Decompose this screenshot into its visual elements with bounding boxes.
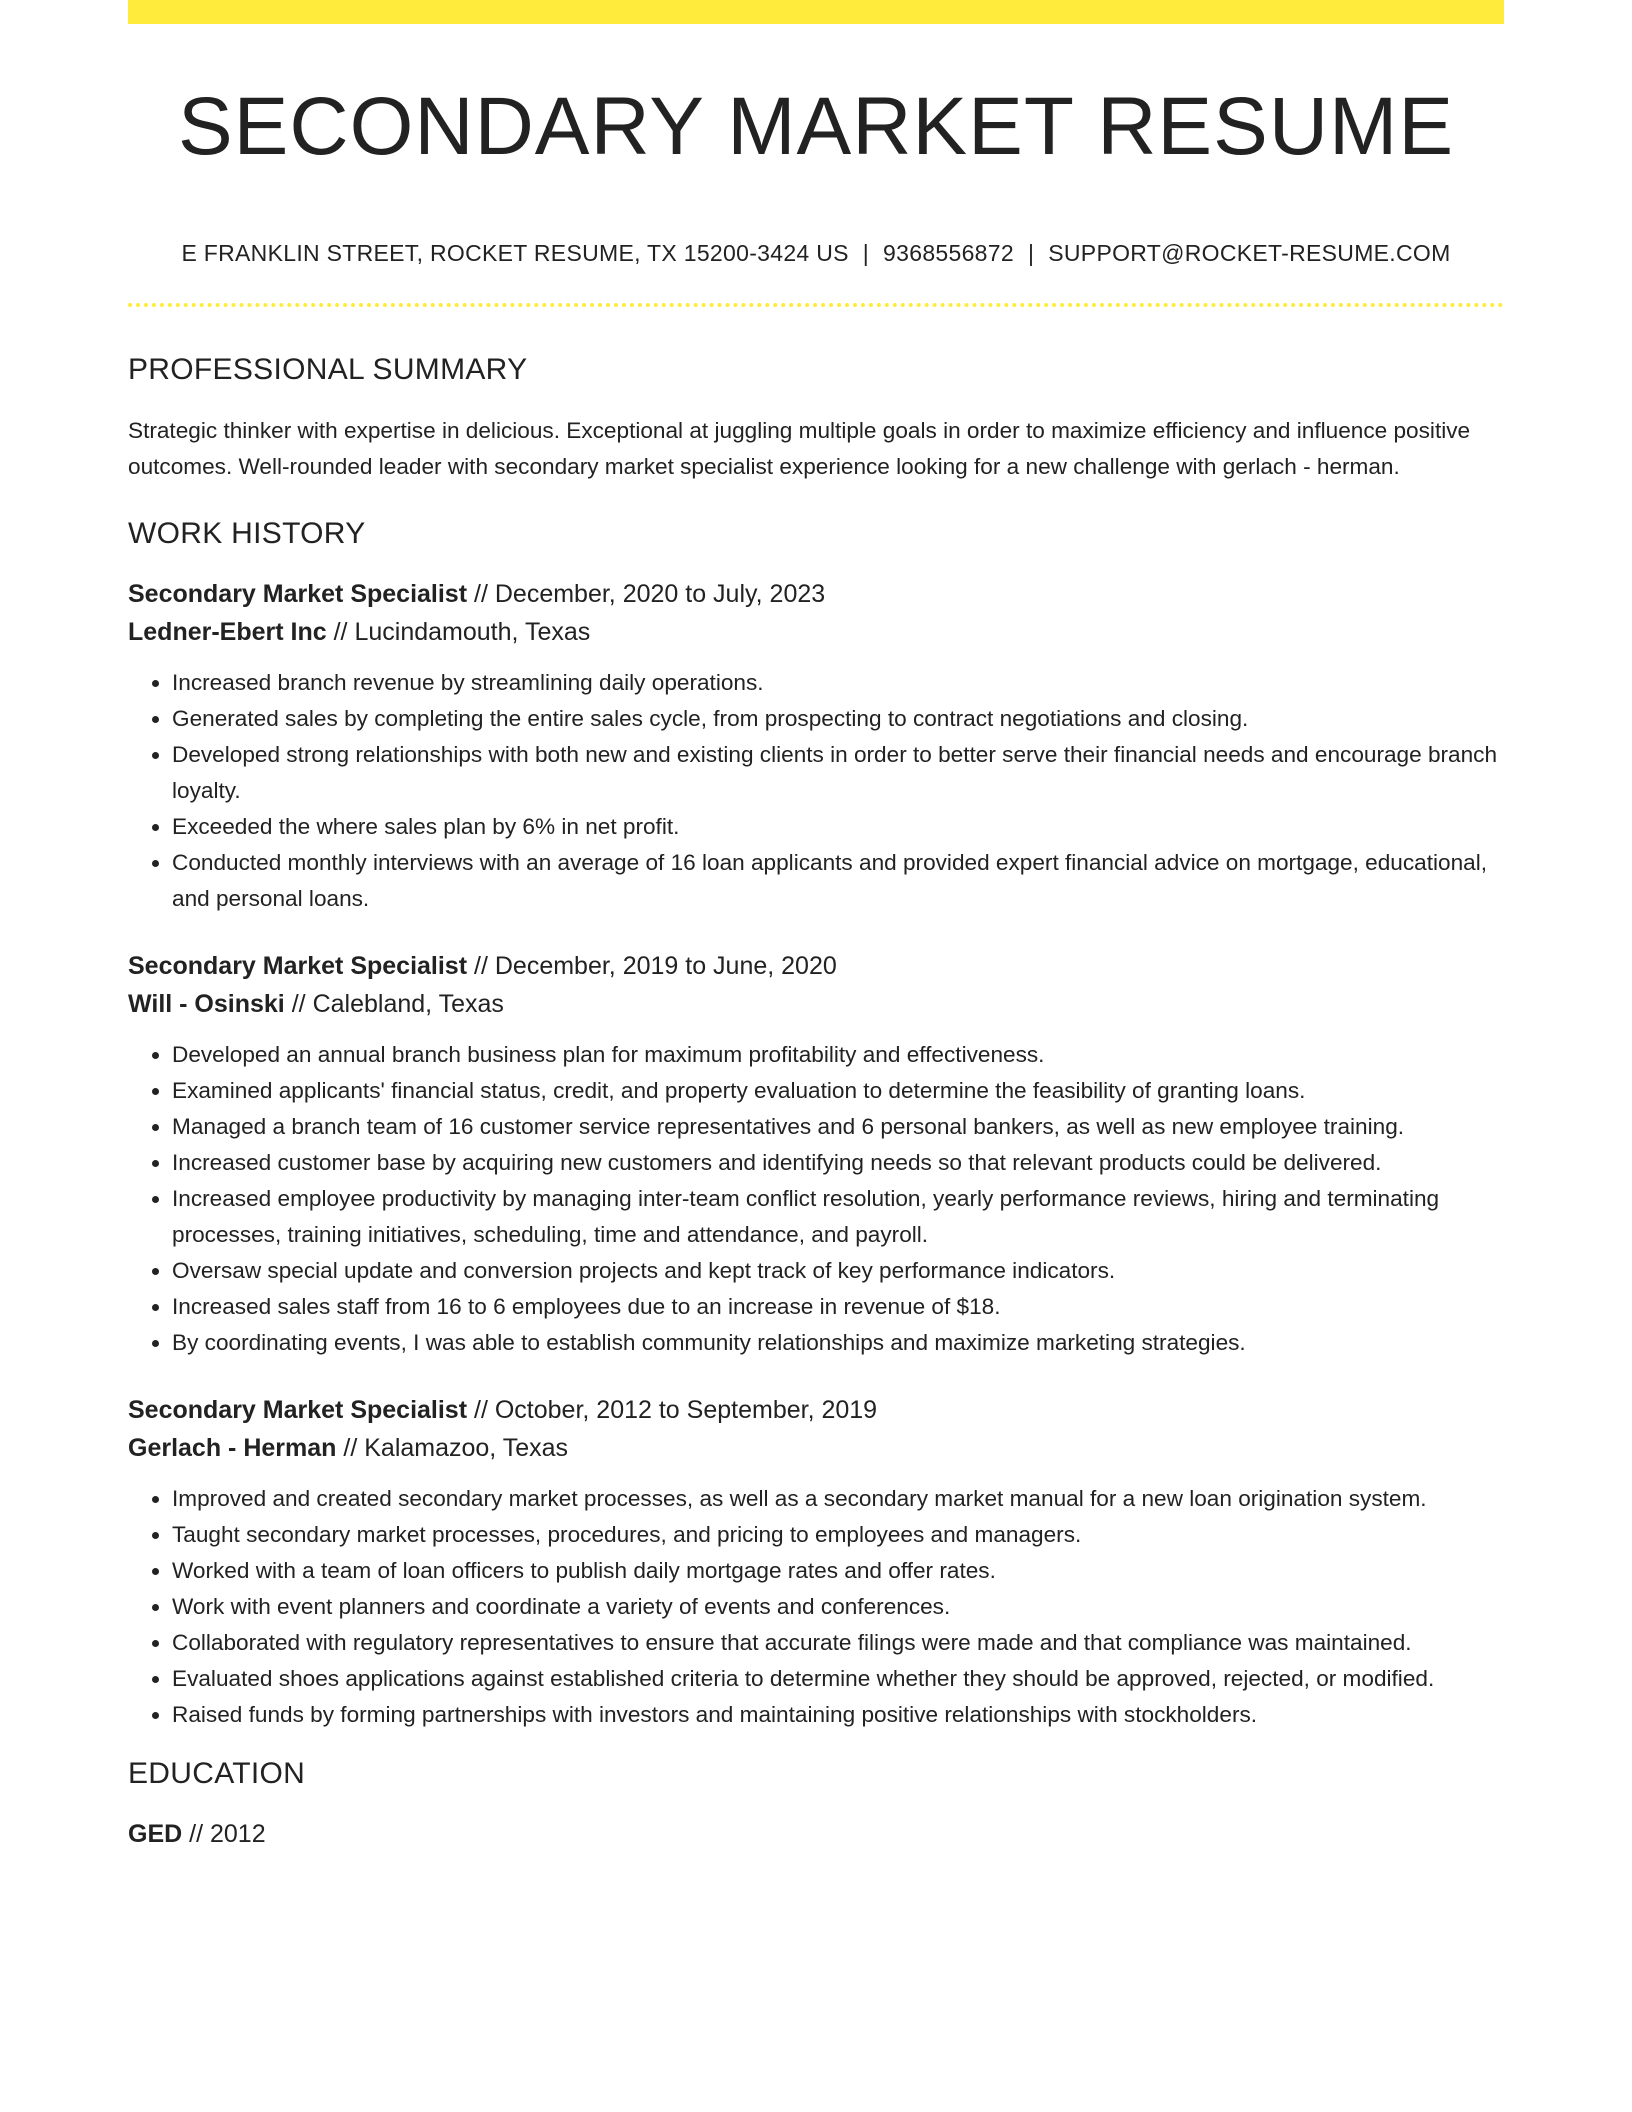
job-separator: //: [474, 580, 488, 608]
job-bullet: • Evaluated shoes applications against established criteria to determine whether they should be approved, rejected, or modified.: [172, 1661, 1504, 1697]
job-entry: [128, 1391, 1504, 1733]
job-entry: [128, 947, 1504, 1361]
education-heading: EDUCATION: [128, 1757, 306, 1790]
job-separator: //: [474, 952, 488, 980]
job-separator: //: [474, 1396, 488, 1424]
job-location: Calebland, Texas: [312, 990, 504, 1018]
job-bullets: [128, 665, 1504, 917]
job-separator: //: [333, 618, 348, 646]
education-entry: [128, 1815, 1504, 1853]
education-degree: GED: [128, 1820, 183, 1848]
job-bullet: • Generated sales by completing the entire sales cycle, from prospecting to contract negotiations and closing.: [172, 701, 1504, 737]
job-title-line: [128, 947, 1504, 985]
header-divider: [128, 303, 1504, 307]
job-company: Ledner-Ebert Inc: [128, 618, 327, 646]
job-bullet: • Increased branch revenue by streamlining daily operations.: [172, 665, 1504, 701]
job-bullet: • Taught secondary market processes, procedures, and pricing to employees and managers.: [172, 1517, 1504, 1553]
job-title-line: [128, 575, 1504, 613]
contact-separator: |: [1027, 240, 1035, 266]
contact-line: [128, 242, 1504, 265]
summary-heading: PROFESSIONAL SUMMARY: [128, 353, 528, 386]
summary-text: Strategic thinker with expertise in delicious. Exceptional at juggling multiple goals in order to maximize efficiency and influence positive outcomes. Well-rounded leader with secondary market specialist experience looking for a new challenge with gerlach - herman.: [128, 418, 1471, 479]
job-bullet: • Work with event planners and coordinate a variety of events and conferences.: [172, 1589, 1504, 1625]
job-location: Kalamazoo, Texas: [364, 1434, 569, 1462]
contact-address: E FRANKLIN STREET, ROCKET RESUME, TX 15200-3424 US: [181, 240, 849, 266]
job-bullet: • Exceeded the where sales plan by 6% in net profit.: [172, 809, 1504, 845]
job-bullet: • By coordinating events, I was able to establish community relationships and maximize marketing strategies.: [172, 1325, 1504, 1361]
job-title: Secondary Market Specialist: [128, 952, 468, 980]
job-location: Lucindamouth, Texas: [354, 618, 591, 646]
job-bullet: • Managed a branch team of 16 customer service representatives and 6 personal bankers, as well as new employee training.: [172, 1109, 1504, 1145]
job-title: Secondary Market Specialist: [128, 580, 468, 608]
job-company-line: [128, 613, 1504, 651]
job-entry: [128, 575, 1504, 917]
job-bullets: [128, 1481, 1504, 1733]
job-bullet: • Developed an annual branch business plan for maximum profitability and effectiveness.: [172, 1037, 1504, 1073]
education-separator: //: [189, 1820, 204, 1848]
job-bullets: [128, 1037, 1504, 1361]
job-dates: December, 2019 to June, 2020: [494, 952, 837, 980]
job-separator: //: [291, 990, 306, 1018]
job-company: Gerlach - Herman: [128, 1434, 337, 1462]
resume-page: [128, 0, 1504, 1853]
page-title: SECONDARY MARKET RESUME: [177, 81, 1455, 172]
job-bullet: • Collaborated with regulatory representatives to ensure that accurate filings were made and that compliance was maintained.: [172, 1625, 1504, 1661]
job-bullet: • Increased customer base by acquiring new customers and identifying needs so that relevant products could be delivered.: [172, 1145, 1504, 1181]
education-year: 2012: [210, 1820, 266, 1848]
job-company-line: [128, 1429, 1504, 1467]
job-bullet: • Conducted monthly interviews with an average of 16 loan applicants and provided expert financial advice on mortgage, educational, and personal loans.: [172, 845, 1504, 917]
job-company: Will - Osinski: [128, 990, 285, 1018]
job-bullet: • Raised funds by forming partnerships with investors and maintaining positive relationships with stockholders.: [172, 1697, 1504, 1733]
contact-email: SUPPORT@ROCKET-RESUME.COM: [1048, 240, 1451, 266]
contact-separator: |: [862, 240, 870, 266]
job-bullet: • Increased sales staff from 16 to 6 employees due to an increase in revenue of $18.: [172, 1289, 1504, 1325]
top-accent-bar: [128, 0, 1504, 24]
job-bullet: • Developed strong relationships with both new and existing clients in order to better serve their financial needs and encourage branch loyalty.: [172, 737, 1504, 809]
job-title: Secondary Market Specialist: [128, 1396, 468, 1424]
job-bullet: • Examined applicants' financial status, credit, and property evaluation to determine the feasibility of granting loans.: [172, 1073, 1504, 1109]
job-company-line: [128, 985, 1504, 1023]
job-bullet: • Oversaw special update and conversion projects and kept track of key performance indicators.: [172, 1253, 1504, 1289]
work-history-heading: WORK HISTORY: [128, 517, 366, 550]
contact-phone: 9368556872: [883, 240, 1014, 266]
job-bullet: • Improved and created secondary market processes, as well as a secondary market manual for a new loan origination system.: [172, 1481, 1504, 1517]
job-bullet: • Worked with a team of loan officers to publish daily mortgage rates and offer rates.: [172, 1553, 1504, 1589]
job-dates: December, 2020 to July, 2023: [494, 580, 826, 608]
job-separator: //: [343, 1434, 358, 1462]
job-bullet: • Increased employee productivity by managing inter-team conflict resolution, yearly performance reviews, hiring and terminating processes, training initiatives, scheduling, time and attendance, and payroll.: [172, 1181, 1504, 1253]
job-dates: October, 2012 to September, 2019: [494, 1396, 878, 1424]
job-title-line: [128, 1391, 1504, 1429]
